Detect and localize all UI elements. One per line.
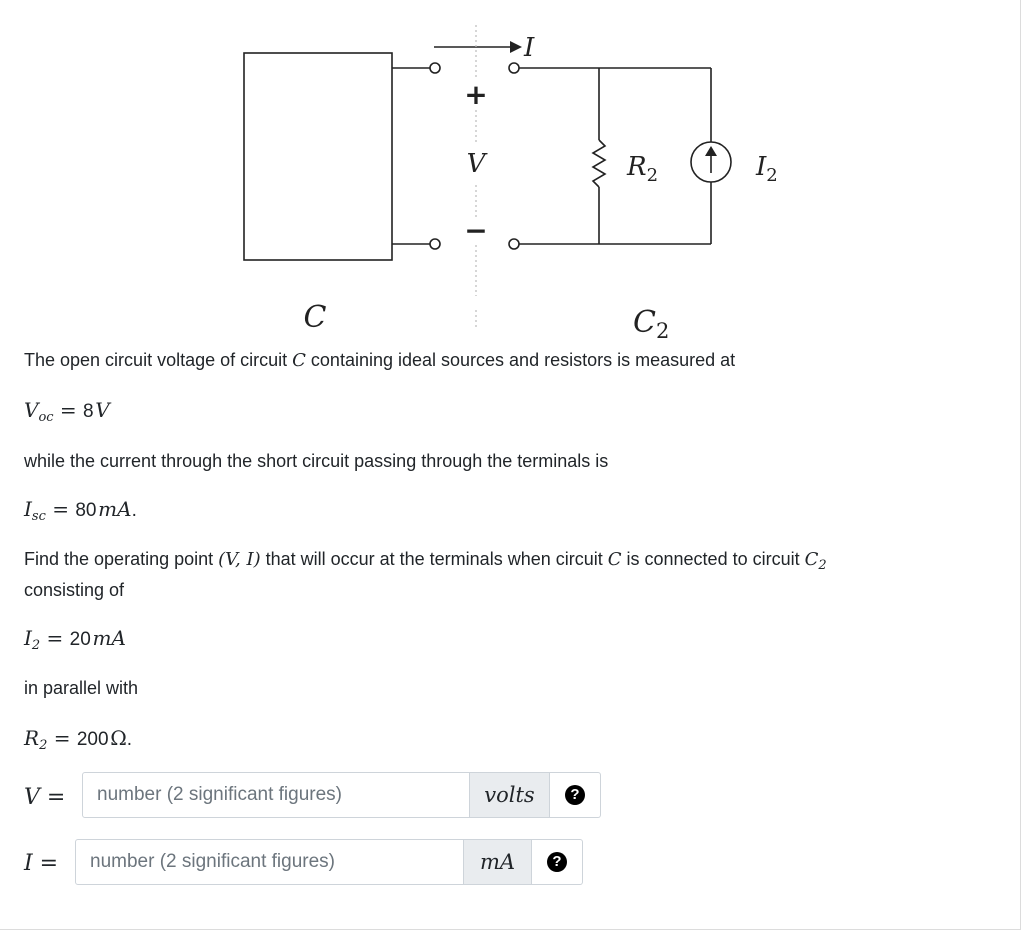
label-plus: +	[464, 78, 488, 111]
circuit-diagram	[0, 0, 1024, 345]
v-input-group	[82, 772, 601, 818]
i-unit-label: mA	[464, 839, 532, 885]
parallel-text: in parallel with	[24, 678, 139, 698]
label-I: I	[524, 33, 535, 63]
i-answer-input[interactable]	[75, 839, 464, 885]
terminal-top-left	[430, 63, 440, 73]
isc-equation: $I_{sc} = 80$ mA.	[24, 497, 137, 524]
label-circuit-C2: $C_2$	[633, 305, 670, 343]
label-R2: $R_2$	[627, 152, 659, 186]
label-V: V	[466, 149, 486, 179]
circuit-C-box	[244, 53, 392, 260]
r2-equation: $R_2 = 200$ Ω.	[24, 726, 133, 753]
v-help-button[interactable]	[550, 772, 601, 818]
voc-equation: $V_{oc} = 8$ V	[24, 398, 110, 425]
resistor-R2	[593, 140, 605, 187]
label-I2: $I_2$	[756, 152, 778, 186]
v-answer-input[interactable]	[82, 772, 470, 818]
label-circuit-C: C	[303, 300, 327, 335]
intro-text: The open circuit voltage of circuit C containing ideal sources and resistors is measured at	[24, 350, 736, 371]
question-circle-icon: ?	[565, 785, 585, 805]
i2-equation: $I_2 = 20$ mA	[24, 626, 126, 653]
i-help-button[interactable]	[532, 839, 583, 885]
question-circle-icon: ?	[547, 852, 567, 872]
i-answer-label: I =	[24, 851, 59, 876]
terminal-top-right	[509, 63, 519, 73]
short-circuit-text: while the current through the short circuit passing through the terminals is	[24, 451, 609, 471]
v-unit-label: volts	[470, 772, 550, 818]
i-input-group	[75, 839, 583, 885]
find-text: Find the operating point (V, I) that will occur at the terminals when circuit C is connected to circuit $C_2$ consisting of	[24, 549, 827, 600]
terminal-bottom-right	[509, 239, 519, 249]
terminal-bottom-left	[430, 239, 440, 249]
label-minus: −	[464, 214, 488, 247]
v-answer-label: V =	[24, 785, 66, 810]
